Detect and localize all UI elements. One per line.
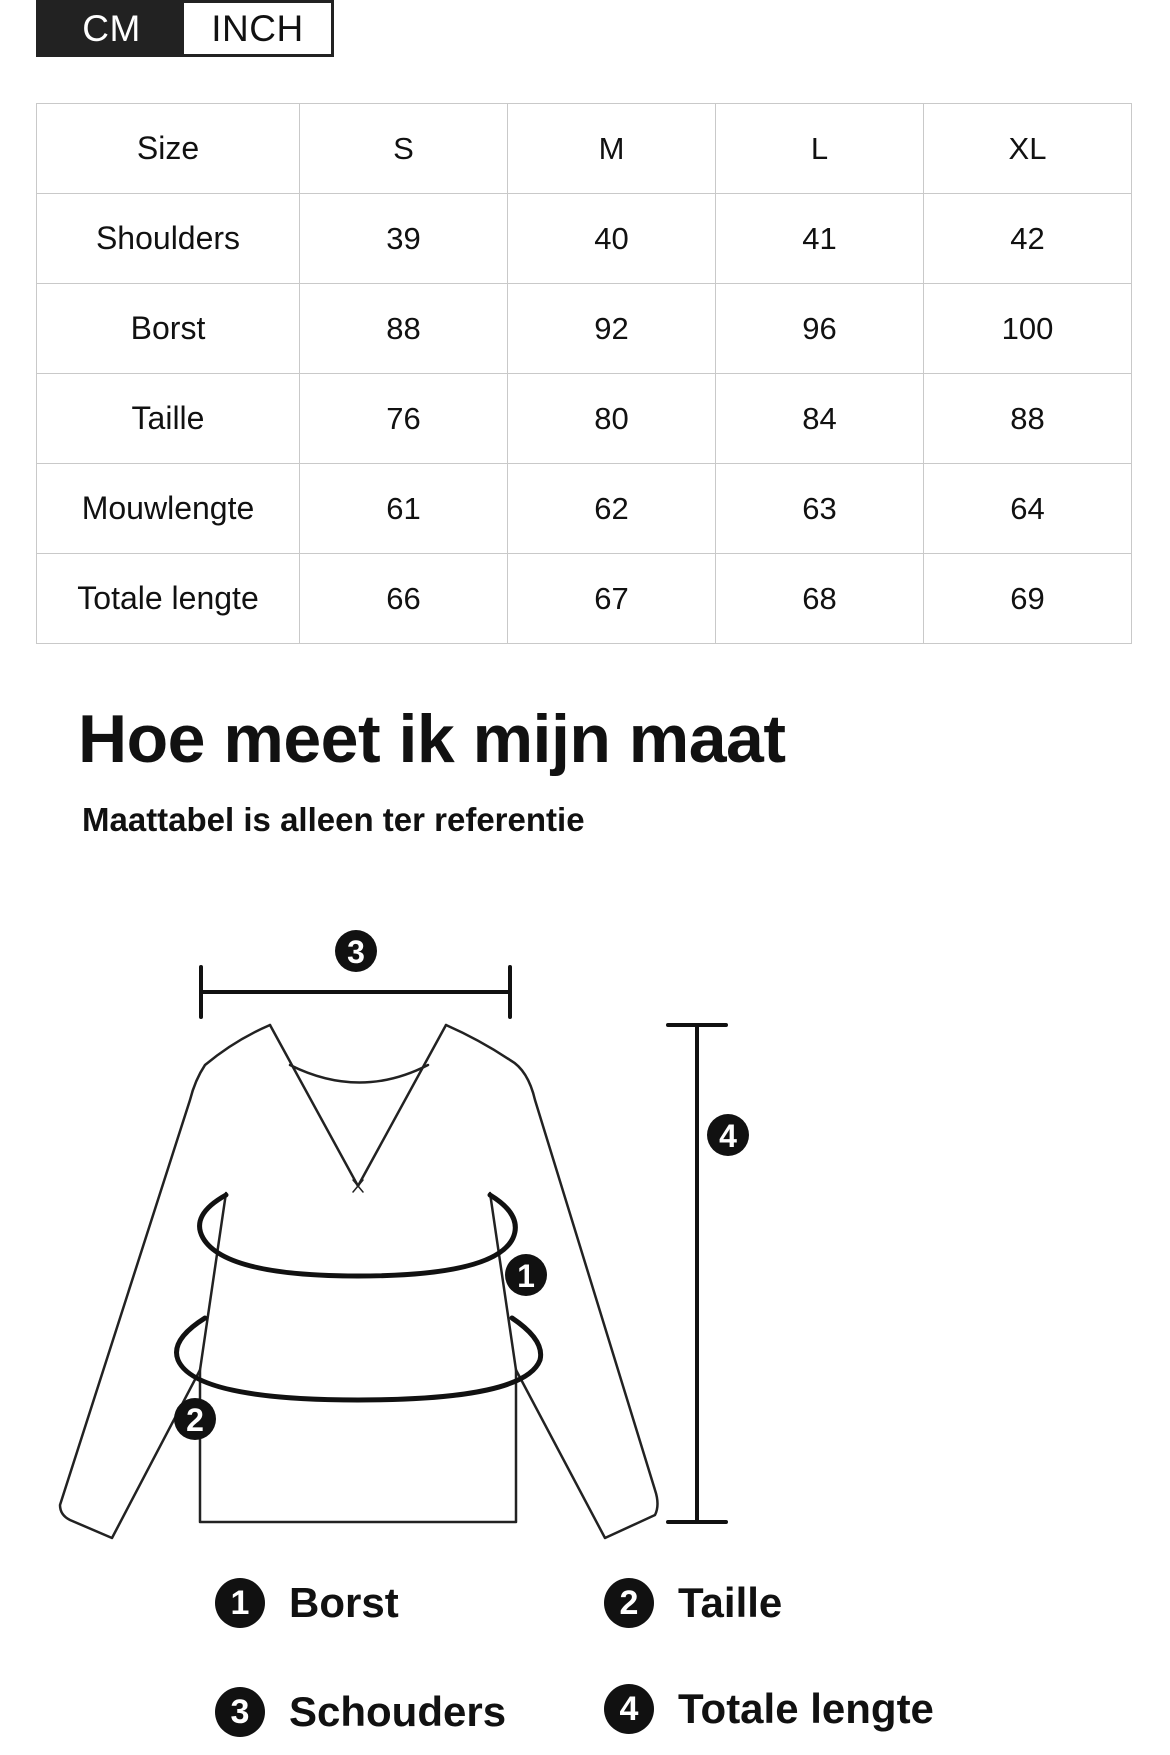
marker-3-icon	[335, 930, 377, 972]
row-label: Mouwlengte	[37, 464, 300, 554]
waist-measure-line	[177, 1318, 541, 1400]
table-cell: 40	[508, 194, 716, 284]
legend-number-icon: 3	[215, 1687, 265, 1737]
table-cell: 88	[924, 374, 1132, 464]
table-cell: 80	[508, 374, 716, 464]
table-cell: 84	[716, 374, 924, 464]
table-header-row	[37, 104, 1132, 194]
table-cell: 68	[716, 554, 924, 644]
table-cell: 61	[300, 464, 508, 554]
table-header-cell: Size	[37, 104, 300, 194]
table-row	[37, 194, 1132, 284]
page-title: Hoe meet ik mijn maat	[78, 701, 786, 777]
sleeve-seam-left	[200, 1193, 226, 1370]
table-header-cell: M	[508, 104, 716, 194]
table-cell: 39	[300, 194, 508, 284]
table-row	[37, 284, 1132, 374]
table-cell: 96	[716, 284, 924, 374]
table-cell: 92	[508, 284, 716, 374]
legend-item-borst	[215, 1578, 399, 1628]
legend-label: Borst	[289, 1579, 399, 1626]
neckline-v	[270, 1025, 446, 1186]
legend-number-icon: 4	[604, 1684, 654, 1734]
table-cell: 42	[924, 194, 1132, 284]
legend-number-icon: 2	[604, 1578, 654, 1628]
legend-label: Totale lengte	[678, 1685, 934, 1732]
legend-label: Schouders	[289, 1688, 507, 1735]
table-cell: 66	[300, 554, 508, 644]
row-label: Borst	[37, 284, 300, 374]
sweater-outline	[60, 1025, 658, 1538]
neckline-tick	[353, 1180, 363, 1192]
marker-1-icon	[505, 1254, 547, 1296]
table-cell: 88	[300, 284, 508, 374]
page-subtitle: Maattabel is alleen ter referentie	[82, 801, 585, 838]
unit-inch-button[interactable]: INCH	[184, 3, 331, 54]
table-cell: 63	[716, 464, 924, 554]
sweater-diagram	[0, 900, 1170, 1560]
length-measure-bar	[668, 1025, 726, 1522]
legend-item-taille	[604, 1578, 782, 1628]
marker-2-label: 2	[186, 1402, 204, 1438]
legend-number-icon: 1	[215, 1578, 265, 1628]
shoulder-measure-bar	[201, 967, 510, 1017]
table-cell: 67	[508, 554, 716, 644]
row-label: Totale lengte	[37, 554, 300, 644]
table-row	[37, 374, 1132, 464]
table-cell: 64	[924, 464, 1132, 554]
legend-label: Taille	[678, 1579, 783, 1626]
marker-2-icon	[174, 1398, 216, 1440]
unit-cm-button[interactable]: CM	[39, 3, 184, 54]
neckline-collar	[290, 1065, 428, 1083]
legend-item-schouders	[215, 1687, 506, 1737]
marker-4-label: 4	[719, 1118, 737, 1154]
table-cell: 69	[924, 554, 1132, 644]
table-cell: 41	[716, 194, 924, 284]
table-cell: 100	[924, 284, 1132, 374]
chest-measure-line	[200, 1195, 516, 1276]
unit-toggle	[36, 0, 334, 57]
marker-1-label: 1	[517, 1258, 535, 1294]
table-row	[37, 464, 1132, 554]
size-table	[36, 103, 1132, 644]
row-label: Taille	[37, 374, 300, 464]
table-cell: 76	[300, 374, 508, 464]
marker-4-icon	[707, 1114, 749, 1156]
table-header-cell: S	[300, 104, 508, 194]
legend-item-totale-lengte	[604, 1684, 934, 1734]
row-label: Shoulders	[37, 194, 300, 284]
table-cell: 62	[508, 464, 716, 554]
table-header-cell: L	[716, 104, 924, 194]
table-row	[37, 554, 1132, 644]
marker-3-label: 3	[347, 934, 365, 970]
table-header-cell: XL	[924, 104, 1132, 194]
